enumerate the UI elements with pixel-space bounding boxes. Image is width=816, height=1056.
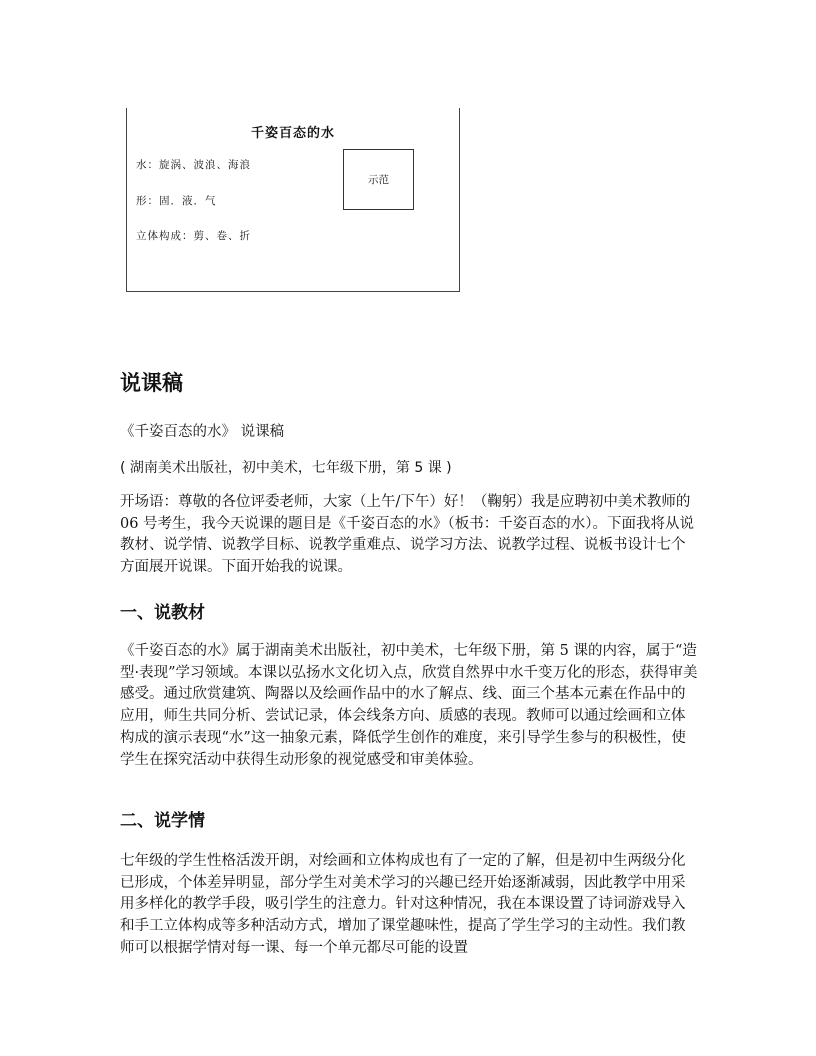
demo-box	[343, 149, 414, 210]
section-body-textbook: 《千姿百态的水》属于湖南美术出版社，初中美术，七年级下册，第 5 课的内容，属于“造型·表现”学习领域。本课以弘扬水文化切入点，欣赏自然界中水千变万化的形态，获得审美感受。通过欣赏建筑、陶器以及绘画作品中的水了解点、线、面三个基本元素在作品中的应用，师生共同分析、尝试记录，体会线条方向、质感的表现。教师可以通过绘画和立体构成的演示表现“水”这一抽象元素，降低学生创作的难度，来引导学生参与的积极性，使学生在探究活动中获得生动形象的视觉感受和审美体验。	[120, 643, 698, 768]
board-line-form: 形：固．液．气	[136, 195, 217, 207]
intro-paragraph: 开场语：尊敬的各位评委老师，大家（上午/下午）好！（鞠躬）我是应聘初中美术教师的 06 号考生，我今天说课的题目是《千姿百态的水》（板书：千姿百态的水）。下面我将从说教材、说学情、说教学目标、说教学重难点、说学习方法、说教学过程、说板书设计七个方面展开说课。下面开始我的说课。	[120, 494, 695, 576]
board-line-water: 水：旋涡、波浪、海浪	[136, 159, 251, 171]
document-subtitle: 《千姿百态的水》 说课稿	[120, 424, 285, 440]
board-line-construction: 立体构成：剪、卷、折	[136, 230, 251, 242]
publisher-line: ( 湖南美术出版社，初中美术，七年级下册，第 5 课 )	[120, 460, 452, 476]
section-body-students: 七年级的学生性格活泼开朗，对绘画和立体构成也有了一定的了解，但是初中生两级分化已形成，个体差异明显，部分学生对美术学习的兴趣已经开始逐渐减弱，因此教学中用采用多样化的教学手段，吸引学生的注意力。针对这种情况，我在本课设置了诗词游戏导入和手工立体构成等多种活动方式，增加了课堂趣味性，提高了学生学习的主动性。我们教师可以根据学情对每一课、每一个单元都尽可能的设置	[120, 853, 686, 956]
document-heading: 说课稿	[120, 370, 183, 395]
demo-label: 示范	[368, 174, 389, 186]
board-writing-figure	[126, 108, 460, 292]
board-title: 千姿百态的水	[250, 126, 335, 141]
section-heading-students: 二、说学情	[120, 811, 205, 831]
section-heading-textbook: 一、说教材	[120, 603, 205, 623]
